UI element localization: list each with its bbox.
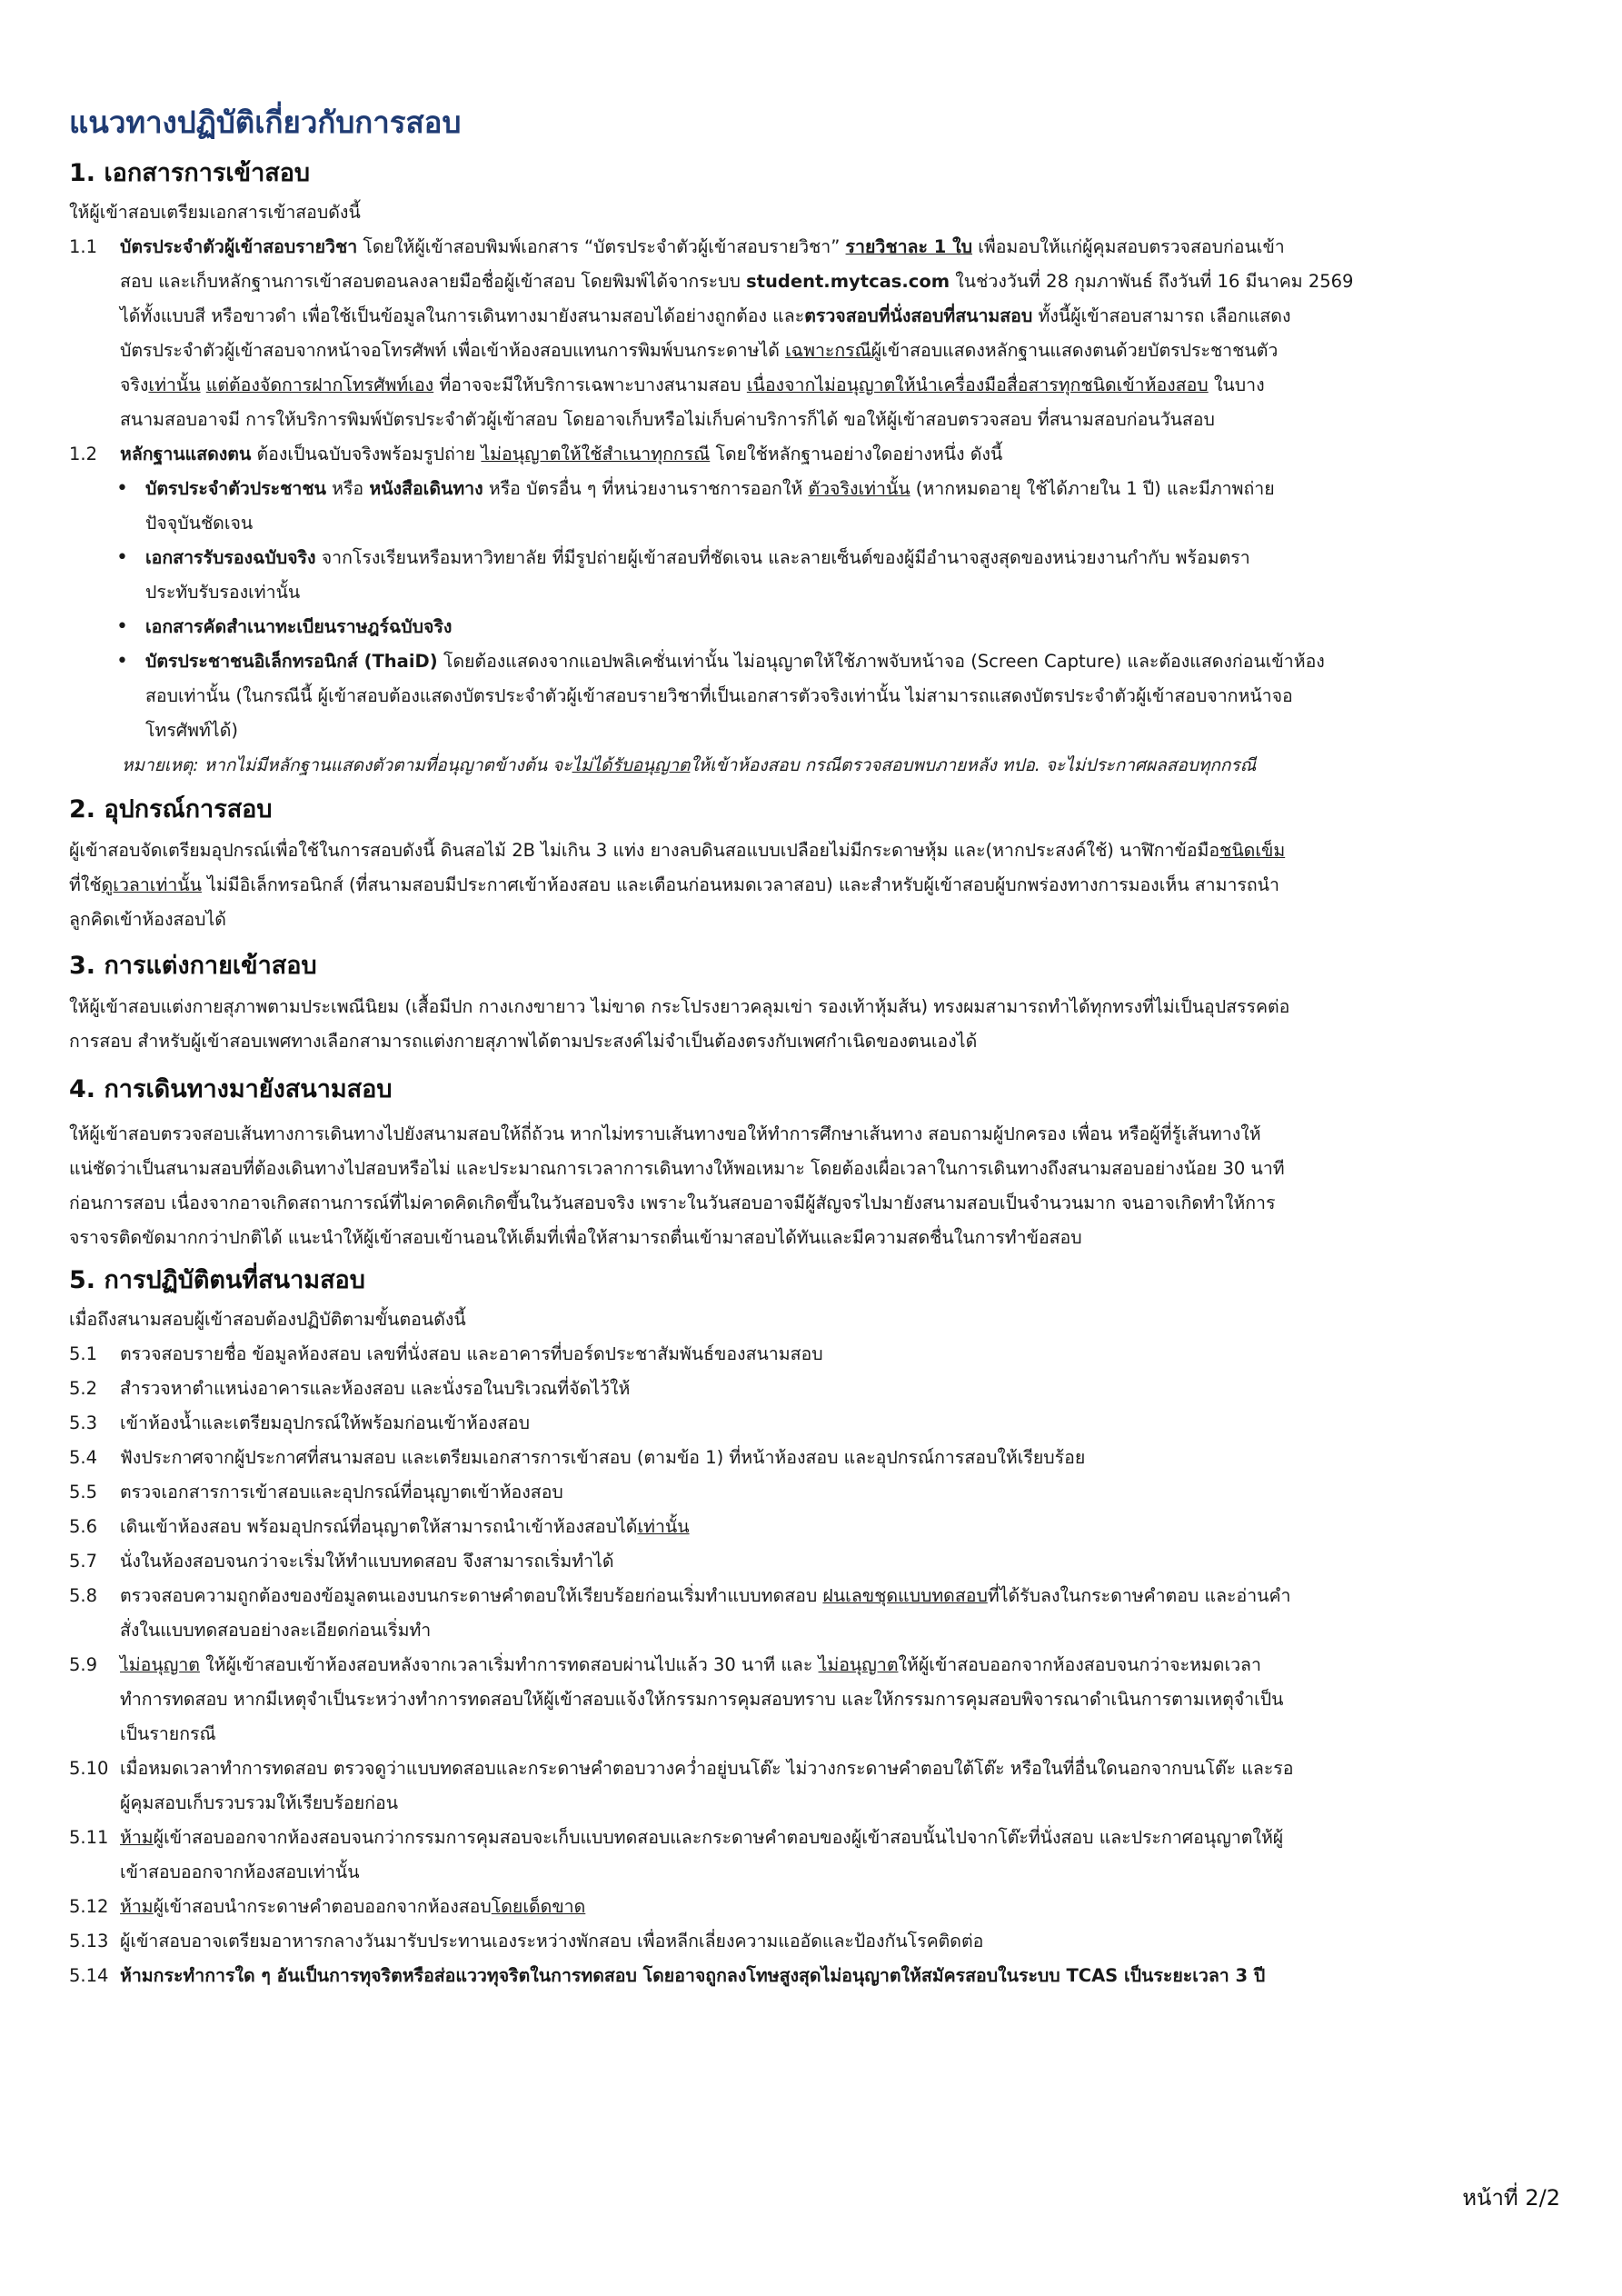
- step-number: 5.14: [69, 1965, 109, 1986]
- text: ทั้งนี้ผู้เข้าสอบสามารถ เลือกแสดง: [1032, 305, 1291, 326]
- text: โดยให้ผู้เข้าสอบพิมพ์เอกสาร “บัตรประจำตัวผู้เข้าสอบรายวิชา”: [357, 236, 846, 257]
- text-underline: ห้าม: [120, 1896, 154, 1917]
- text: ได้ทั้งแบบสี หรือขาวดำ เพื่อใช้เป็นข้อมูลในการเดินทางมายังสนามสอบได้อย่างถูกต้อง และ: [120, 305, 805, 326]
- step-number: 5.4: [69, 1447, 98, 1468]
- text: เข้าห้องน้ำและเตรียมอุปกรณ์ให้พร้อมก่อนเข้าห้องสอบ: [120, 1413, 530, 1433]
- text-underline: เท่านั้น: [148, 374, 201, 395]
- text-underline: ตัวจริงเท่านั้น: [808, 478, 911, 499]
- text-underline: ไม่อนุญาต: [120, 1654, 200, 1675]
- text: ให้เข้าห้องสอบ กรณีตรวจสอบพบภายหลัง ทปอ. จะไม่ประกาศผลสอบทุกกรณี: [690, 755, 1257, 775]
- step-number: 5.5: [69, 1482, 98, 1502]
- text: หรือ บัตรอื่น ๆ ที่หน่วยงานราชการออกให้: [483, 478, 809, 499]
- text: ผู้เข้าสอบนำกระดาษคำตอบออกจากห้องสอบ: [153, 1896, 492, 1917]
- step-number: 5.8: [69, 1585, 98, 1606]
- text: ทำการทดสอบ หากมีเหตุจำเป็นระหว่างทำการทดสอบให้ผู้เข้าสอบแจ้งให้กรรมการคุมสอบทราบ และให้กรรมการคุมสอบพิจารณาดำเนินการตามเหตุจำเป็น: [120, 1689, 1284, 1710]
- text-bold: เอกสารคัดสำเนาทะเบียนราษฎร์ฉบับจริง: [145, 616, 453, 637]
- step-5-2: [69, 1372, 1568, 1406]
- text: โดยต้องแสดงจากแอปพลิเคชั่นเท่านั้น ไม่อนุญาตให้ใช้ภาพจับหน้าจอ (Screen Capture) และต้องแสดงก่อนเข้าห้อง: [437, 651, 1325, 672]
- text-bold: หลักฐานแสดงตน: [120, 444, 252, 464]
- step-5-8: [69, 1579, 1568, 1648]
- text: ผู้เข้าสอบจัดเตรียมอุปกรณ์เพื่อใช้ในการสอบดังนี้ ดินสอไม้ 2B ไม่เกิน 3 แท่ง ยางลบดินสอแบบเปลือยไม่มีกระดาษหุ้ม และ(หากประสงค์ใช้) นาฬิกาข้อมือ: [69, 840, 1220, 861]
- section-heading: 5. การปฏิบัติตนที่สนามสอบ: [69, 1266, 365, 1294]
- text: บัตรประจำตัวผู้เข้าสอบจากหน้าจอโทรศัพท์ เพื่อเข้าห้องสอบแทนการพิมพ์บนกระดาษได้: [120, 340, 786, 361]
- section-documents: [69, 153, 1568, 783]
- section-equipment: [69, 789, 1568, 937]
- text-underline: ฝนเลขชุดแบบทดสอบ: [822, 1585, 988, 1606]
- text: สอบ และเก็บหลักฐานการเข้าสอบตอนลงลายมือชื่อผู้เข้าสอบ โดยพิมพ์ได้จากระบบ: [120, 271, 747, 292]
- text: ตรวจเอกสารการเข้าสอบและอุปกรณ์ที่อนุญาตเข้าห้องสอบ: [120, 1482, 563, 1502]
- bullet-icon: •: [116, 546, 128, 569]
- text: แน่ชัดว่าเป็นสนามสอบที่ต้องเดินทางไปสอบหรือไม่ และประมาณการเวลาการเดินทางให้พอเหมาะ โดยต้องเผื่อเวลาในการเดินทางถึงสนามสอบอย่างน้อย 30 นาที: [69, 1158, 1285, 1179]
- section-text: [69, 990, 1568, 1059]
- bullet-icon: •: [116, 615, 128, 638]
- text-underline: เท่านั้น: [637, 1516, 690, 1537]
- text: จากโรงเรียนหรือมหาวิทยาลัย ที่มีรูปถ่ายผู้เข้าสอบที่ชัดเจน และลายเซ็นต์ของผู้มีอำนาจสูงสุดของหน่วยงานกำกับ พร้อมตรา: [315, 547, 1250, 568]
- text: ก่อนการสอบ เนื่องจากอาจเกิดสถานการณ์ที่ไม่คาดคิดเกิดขึ้นในวันสอบจริง เพราะในวันสอบอาจมีผู้สัญจรไปมายังสนามสอบเป็นจำนวนมาก จนอาจเกิดทำให้การ: [69, 1193, 1276, 1213]
- step-5-12: [69, 1890, 1568, 1924]
- section-dress: [69, 945, 1568, 1059]
- item-1-1: [69, 230, 1568, 437]
- section-intro: เมื่อถึงสนามสอบผู้เข้าสอบต้องปฏิบัติตามขั้นตอนดังนี้: [69, 1309, 466, 1330]
- text: โทรศัพท์ได้): [145, 720, 238, 741]
- text: ตรวจสอบรายชื่อ ข้อมูลห้องสอบ เลขที่นั่งสอบ และอาคารที่บอร์ดประชาสัมพันธ์ของสนามสอบ: [120, 1343, 823, 1364]
- bullet-icon: •: [116, 650, 128, 673]
- bullet-item: [69, 610, 1568, 644]
- text: จราจรติดขัดมากกว่าปกติได้ แนะนำให้ผู้เข้าสอบเข้านอนให้เต็มที่เพื่อให้สามารถตื่นเข้ามาสอบได้ทันและมีความสดชื่นในการทำข้อสอบ: [69, 1227, 1082, 1248]
- step-5-5: [69, 1475, 1568, 1510]
- text: หรือ: [325, 478, 370, 499]
- step-5-1: [69, 1337, 1568, 1372]
- text: ให้ผู้เข้าสอบแต่งกายสุภาพตามประเพณีนิยม (เสื้อมีปก กางเกงขายาว ไม่ขาด กระโปรงยาวคลุมเข่า รองเท้าหุ้มส้น) ทรงผมสามารถทำได้ทุกทรงที่ไม่เป็นอุปสรรคต่อ: [69, 996, 1290, 1017]
- text-underline: เนื่องจากไม่อนุญาตให้นำเครื่องมือสื่อสารทุกชนิดเข้าห้องสอบ: [746, 374, 1209, 395]
- text-bold: บัตรประจำตัวประชาชน: [145, 478, 326, 499]
- text-bold: ห้ามกระทำการใด ๆ อันเป็นการทุจริตหรือส่อแววทุจริตในการทดสอบ โดยอาจถูกลงโทษสูงสุดไม่อนุญาตให้สมัครสอบในระบบ TCAS เป็นระยะเวลา 3 ปี: [120, 1965, 1266, 1986]
- text: ต้องเป็นฉบับจริงพร้อมรูปถ่าย: [251, 444, 482, 464]
- step-5-3: [69, 1406, 1568, 1441]
- step-number: 5.7: [69, 1551, 98, 1572]
- step-5-6: [69, 1510, 1568, 1544]
- step-5-9: [69, 1648, 1568, 1752]
- section-intro: ให้ผู้เข้าสอบเตรียมเอกสารเข้าสอบดังนี้: [69, 202, 361, 223]
- text: ผู้เข้าสอบอาจเตรียมอาหารกลางวันมารับประทานเองระหว่างพักสอบ เพื่อหลีกเลี่ยงความแออัดและป้องกันโรคติดต่อ: [120, 1931, 984, 1952]
- section-heading: 3. การแต่งกายเข้าสอบ: [69, 952, 317, 980]
- step-number: 5.12: [69, 1896, 109, 1917]
- text: ลูกคิดเข้าห้องสอบได้: [69, 909, 226, 930]
- note-text: [69, 748, 1568, 783]
- text-bold: หนังสือเดินทาง: [369, 478, 483, 499]
- step-number: 5.6: [69, 1516, 98, 1537]
- step-number: 5.13: [69, 1931, 109, 1952]
- text: เข้าสอบแสดงหลักฐานแสดงตนด้วยบัตรประชาชนตัว: [881, 340, 1279, 361]
- text-underline: ห้าม: [120, 1827, 154, 1848]
- section-conduct: [69, 1260, 1568, 1993]
- bullet-item: [69, 472, 1568, 541]
- bullet-icon: •: [116, 477, 128, 500]
- section-text: [69, 834, 1568, 937]
- text: ที่อาจจะมีให้บริการเฉพาะบางสนามสอบ: [433, 374, 747, 395]
- text-underline: ไม่อนุญาต: [818, 1654, 899, 1675]
- text: สั่งในแบบทดสอบอย่างละเอียดก่อนเริ่มทำ: [120, 1620, 432, 1641]
- text: ปัจจุบันชัดเจน: [145, 513, 254, 534]
- text: เข้าสอบออกจากห้องสอบเท่านั้น: [120, 1862, 360, 1882]
- text: จริง: [120, 374, 149, 395]
- item-number: 1.1: [69, 236, 98, 257]
- bullet-item: [69, 644, 1568, 748]
- text: ให้ผู้เข้าสอบเข้าห้องสอบหลังจากเวลาเริ่มทำการทดสอบผ่านไปแล้ว 30 นาที และ: [199, 1654, 819, 1675]
- text-underline: ไม่ได้รับอนุญาต: [572, 755, 691, 775]
- text: หมายเหตุ: หากไม่มีหลักฐานแสดงตัวตามที่อนุญาตข้างต้น จะ: [122, 755, 572, 775]
- text: ฟังประกาศจากผู้ประกาศที่สนามสอบ และเตรียมเอกสารการเข้าสอบ (ตามข้อ 1) ที่หน้าห้องสอบ และอุปกรณ์การสอบให้เรียบร้อย: [120, 1447, 1086, 1468]
- step-number: 5.2: [69, 1378, 98, 1399]
- item-text: [120, 437, 1002, 472]
- text-underline: ดูเวลาเท่านั้น: [101, 874, 202, 895]
- text: ให้ผู้เข้าสอบตรวจสอบเส้นทางการเดินทางไปยังสนามสอบให้ถี่ถ้วน หากไม่ทราบเส้นทางขอให้ทำการศึกษาเส้นทาง สอบถามผู้ปกครอง เพื่อน หรือผู้ที่รู้เส้นทางให้: [69, 1123, 1261, 1144]
- text: เมื่อหมดเวลาทำการทดสอบ ตรวจดูว่าแบบทดสอบและกระดาษคำตอบวางคว่ำอยู่บนโต๊ะ ไม่วางกระดาษคำตอบใต้โต๊ะ หรือในที่อื่นใดนอกจากบนโต๊ะ และรอ: [120, 1758, 1294, 1779]
- step-5-7: [69, 1544, 1568, 1579]
- section-travel: [69, 1069, 1568, 1255]
- text-underline: แต่ต้องจัดการฝากโทรศัพท์เอง: [205, 374, 434, 395]
- text: ที่ใช้: [69, 874, 102, 895]
- text-bold: บัตรประชาชนอิเล็กทรอนิกส์ (ThaiD): [145, 651, 438, 672]
- text: ผู้เข้าสอบออกจากห้องสอบจนกว่ากรรมการคุมสอบจะเก็บแบบทดสอบและกระดาษคำตอบของผู้เข้าสอบนั้นไปจากโต๊ะที่นั่งสอบ และประกาศอนุญาตให้ผู้: [153, 1827, 1284, 1848]
- section-heading: 4. การเดินทางมายังสนามสอบ: [69, 1075, 393, 1103]
- website-text: student.mytcas.com: [746, 271, 950, 292]
- text-bold: ตรวจสอบที่นั่งสอบที่สนามสอบ: [804, 305, 1033, 326]
- text: สนามสอบอาจมี การให้บริการพิมพ์บัตรประจำตัวผู้เข้าสอบ โดยอาจเก็บหรือไม่เก็บค่าบริการก็ได้ ขอให้ผู้เข้าสอบตรวจสอบ ที่สนามสอบก่อนวันสอบ: [120, 409, 1215, 430]
- text: ไม่มีอิเล็กทรอนิกส์ (ที่สนามสอบมีประกาศเข้าห้องสอบ และเตือนก่อนหมดเวลาสอบ) และสำหรับผู้เข้าสอบผู้บกพร่องทางการมองเห็น สามารถนำ: [201, 874, 1279, 895]
- text: สำรวจหาตำแหน่งอาคารและห้องสอบ และนั่งรอในบริเวณที่จัดไว้ให้: [120, 1378, 631, 1399]
- text: ที่ได้รับลงในกระดาษคำตอบ และอ่านคำ: [987, 1585, 1291, 1606]
- text: ตรวจสอบความถูกต้องของข้อมูลตนเองบนกระดาษคำตอบให้เรียบร้อยก่อนเริ่มทำแบบทดสอบ: [120, 1585, 823, 1606]
- text-underline: ชนิดเข็ม: [1219, 840, 1286, 861]
- text-bold: บัตรประจำตัวผู้เข้าสอบรายวิชา: [120, 236, 358, 257]
- text: เดินเข้าห้องสอบ พร้อมอุปกรณ์ที่อนุญาตให้สามารถนำเข้าห้องสอบได้: [120, 1516, 638, 1537]
- step-5-13: [69, 1924, 1568, 1959]
- text: เพื่อมอบให้แก่ผู้คุมสอบตรวจสอบก่อนเข้า: [972, 236, 1285, 257]
- text-underline: โดยเด็ดขาด: [491, 1896, 586, 1917]
- step-5-10: [69, 1752, 1568, 1821]
- item-number: 1.2: [69, 444, 98, 464]
- section-heading: 2. อุปกรณ์การสอบ: [69, 795, 273, 824]
- text-bold: เอกสารรับรองฉบับจริง: [145, 547, 316, 568]
- section-text: [69, 1117, 1568, 1255]
- step-number: 5.3: [69, 1413, 98, 1433]
- text: ให้ผู้เข้าสอบออกจากห้องสอบจนกว่าจะหมดเวลา: [898, 1654, 1261, 1675]
- text: นั่งในห้องสอบจนกว่าจะเริ่มให้ทำแบบทดสอบ จึงสามารถเริ่มทำได้: [120, 1551, 614, 1572]
- text-underline: เฉพาะกรณีผู้: [785, 340, 882, 361]
- step-number: 5.1: [69, 1343, 98, 1364]
- text: โดยใช้หลักฐานอย่างใดอย่างหนึ่ง ดังนี้: [710, 444, 1003, 464]
- step-number: 5.11: [69, 1827, 109, 1848]
- section-heading: 1. เอกสารการเข้าสอบ: [69, 159, 311, 187]
- bullet-item: [69, 541, 1568, 610]
- step-number: 5.9: [69, 1654, 98, 1675]
- page-title: แนวทางปฏิบัติเกี่ยวกับการสอบ: [69, 105, 462, 140]
- text: การสอบ สำหรับผู้เข้าสอบเพศทางเลือกสามารถแต่งกายสุภาพได้ตามประสงค์ไม่จำเป็นต้องตรงกับเพศกำเนิดของตนเองได้: [69, 1031, 978, 1052]
- text: ในช่วงวันที่ 28 กุมภาพันธ์ ถึงวันที่ 16 มีนาคม 2569: [950, 271, 1354, 292]
- text-bold-underline: รายวิชาละ 1 ใบ: [845, 236, 972, 257]
- step-5-4: [69, 1441, 1568, 1475]
- text: ประทับรับรองเท่านั้น: [145, 582, 301, 603]
- item-1-2: [69, 437, 1568, 472]
- step-5-11: [69, 1821, 1568, 1890]
- text: เป็นรายกรณี: [120, 1723, 216, 1744]
- page-number: หน้าที่ 2/2: [1462, 2185, 1560, 2211]
- item-text: [120, 230, 1353, 437]
- text: ในบาง: [1208, 374, 1265, 395]
- text: (หากหมดอายุ ใช้ได้ภายใน 1 ปี) และมีภาพถ่าย: [910, 478, 1275, 499]
- step-number: 5.10: [69, 1758, 109, 1779]
- text: สอบเท่านั้น (ในกรณีนี้ ผู้เข้าสอบต้องแสดงบัตรประจำตัวผู้เข้าสอบรายวิชาที่เป็นเอกสารตัวจริงเท่านั้น ไม่สามารถแสดงบัตรประจำตัวผู้เข้าสอบจากหน้าจอ: [145, 685, 1293, 706]
- step-5-14: [69, 1959, 1568, 1993]
- text-underline: ไม่อนุญาตให้ใช้สำเนาทุกกรณี: [481, 444, 711, 464]
- text: ผู้คุมสอบเก็บรวบรวมให้เรียบร้อยก่อน: [120, 1792, 399, 1813]
